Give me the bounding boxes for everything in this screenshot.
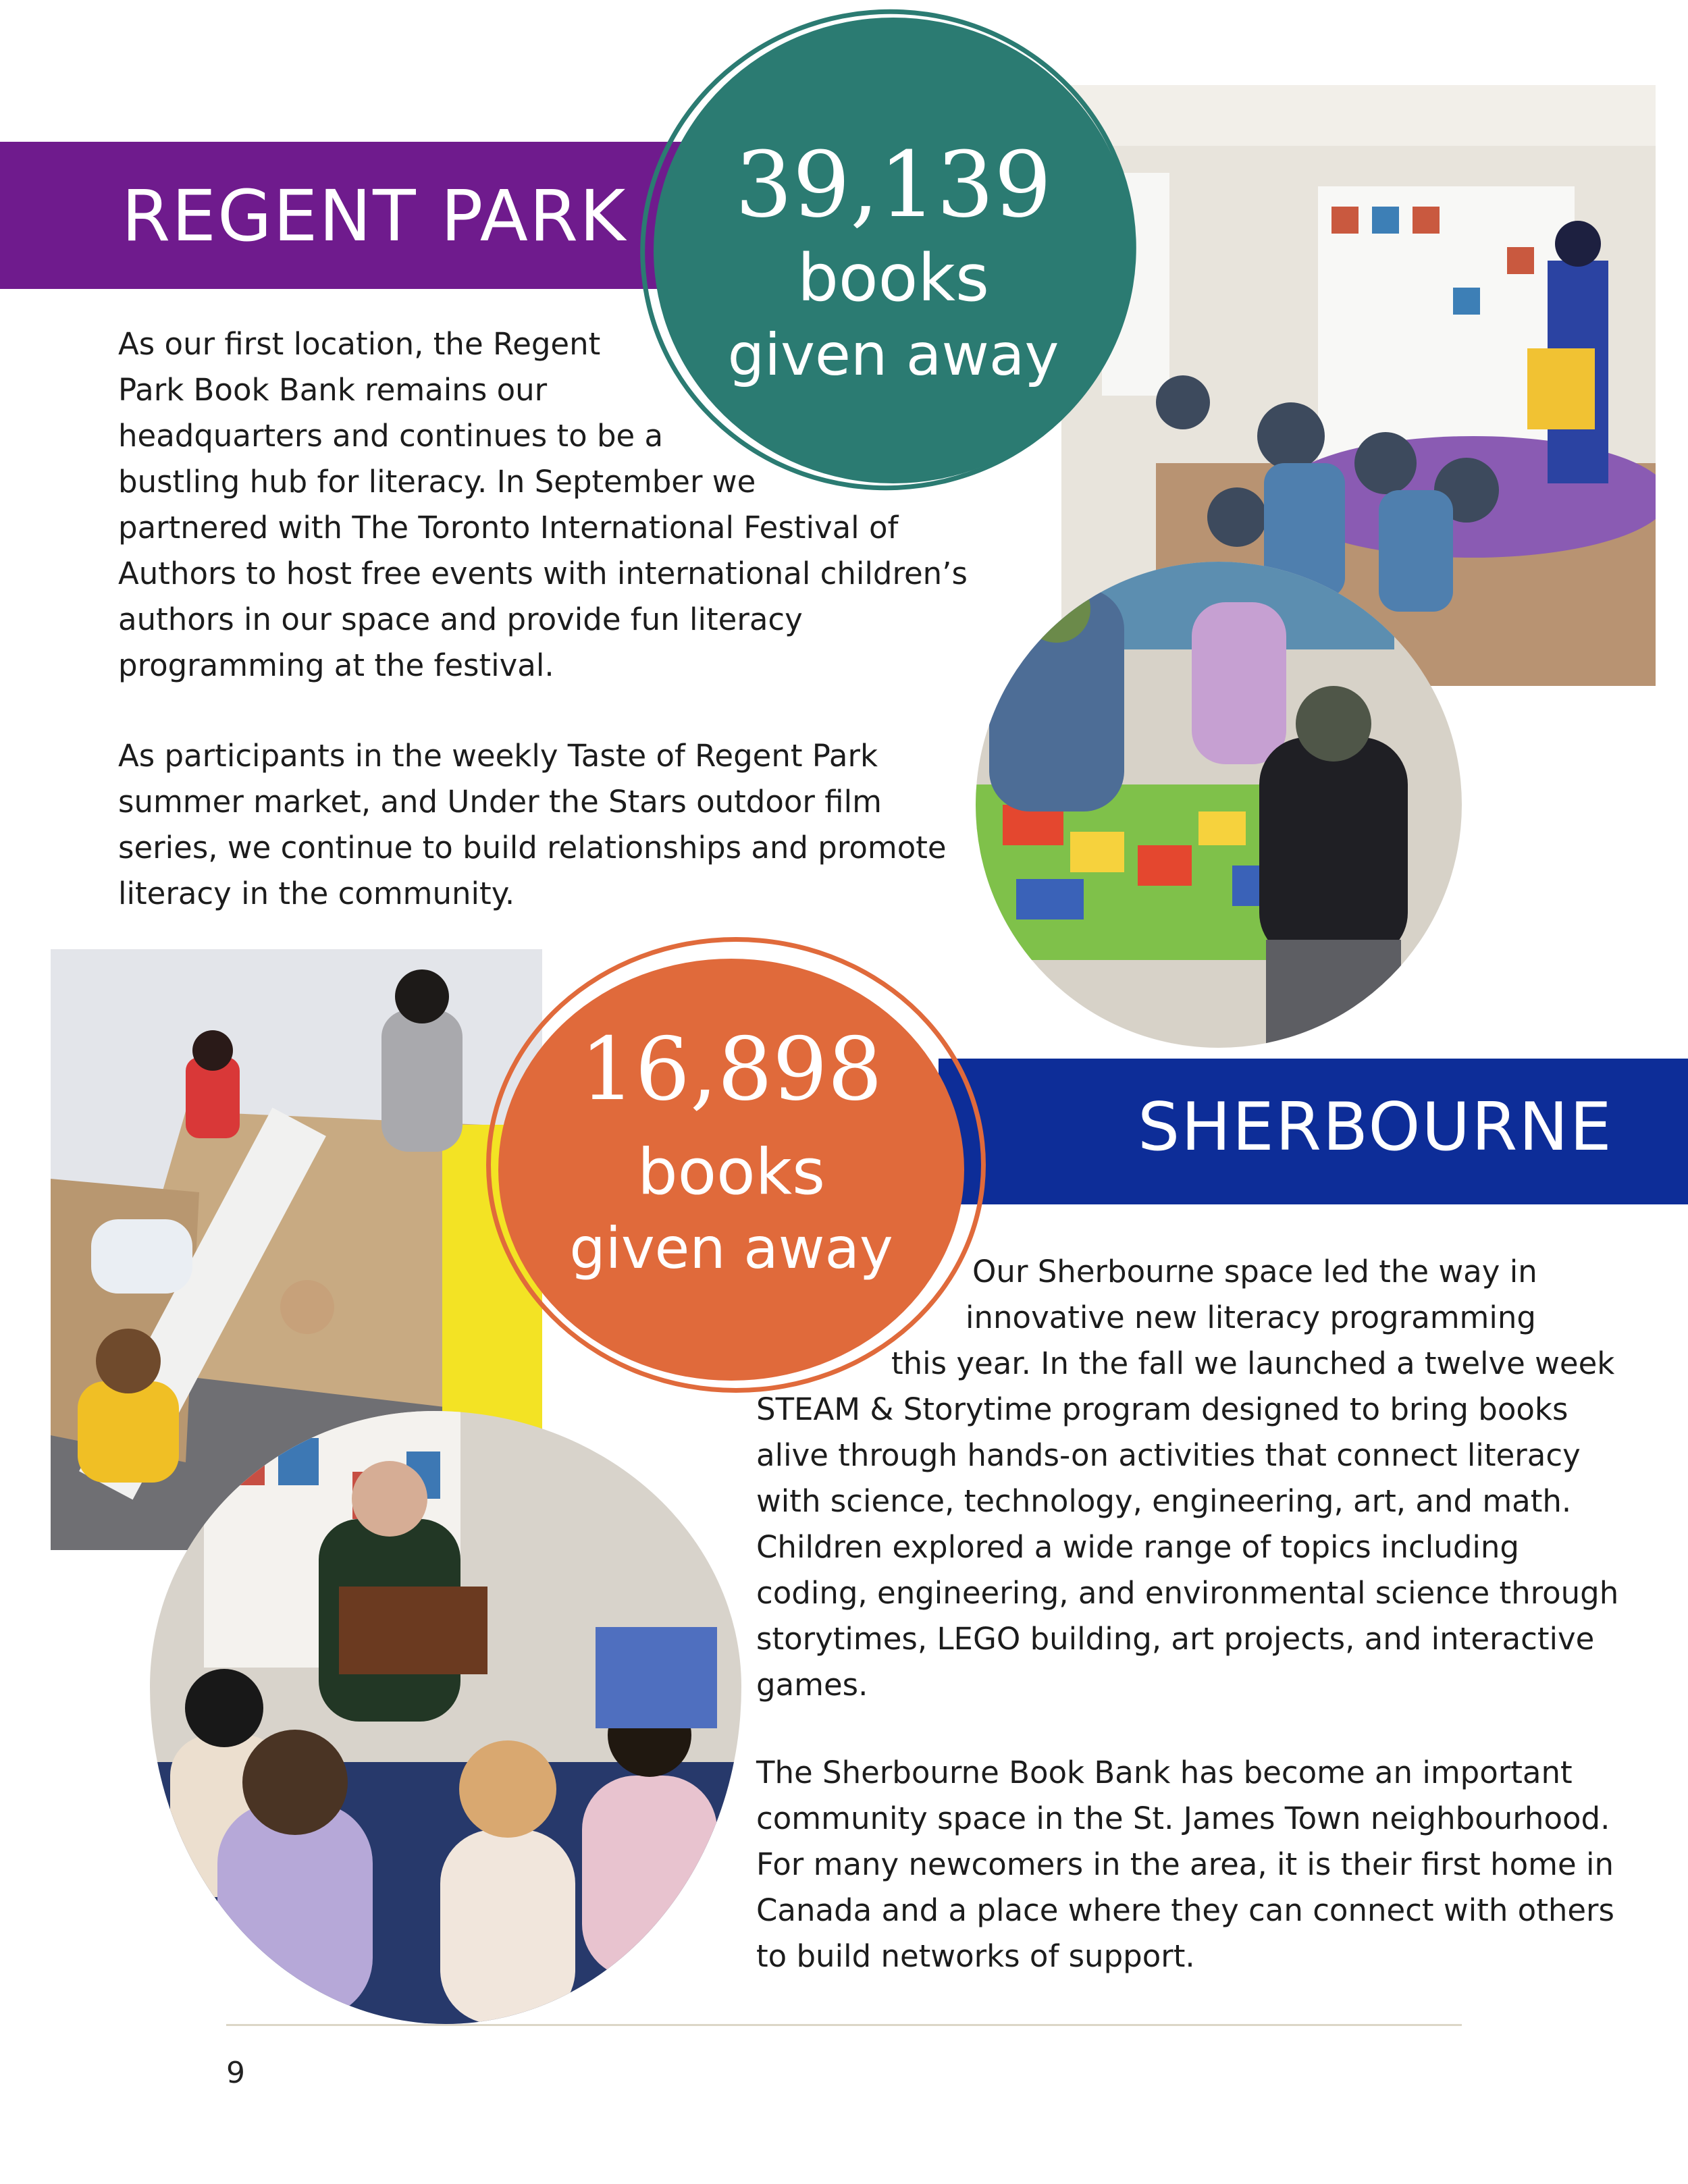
text-line: Canada and a place where they can connect with others (756, 1892, 1614, 1928)
sherbourne-title: SHERBOURNE (1138, 1089, 1613, 1166)
text-line: coding, engineering, and environmental science through (756, 1575, 1619, 1611)
text-line: partnered with The Toronto International Festival of (118, 510, 899, 545)
text-line: Park Book Bank remains our (118, 372, 548, 408)
regent-park-given-away-label: given away (727, 321, 1059, 389)
text-line: innovative new literacy programming (966, 1300, 1536, 1335)
sherbourne-paragraph-1 (756, 1249, 1618, 1708)
sherbourne-books-label: books (637, 1136, 826, 1209)
text-line: to build networks of support. (756, 1938, 1195, 1974)
text-line: programming at the festival. (118, 647, 554, 683)
text-line: series, we continue to build relationships and promote (118, 830, 947, 865)
sherbourne-storytime-photo (150, 1411, 741, 2024)
sherbourne-paragraph-2 (756, 1750, 1614, 1979)
text-line: this year. In the fall we launched a twelve week (891, 1346, 1615, 1381)
regent-park-paragraph-2 (118, 733, 947, 917)
text-line: As our first location, the Regent (118, 326, 601, 362)
sherbourne-books-count: 16,898 (580, 1019, 882, 1120)
regent-park-title: REGENT PARK (122, 175, 627, 257)
sherbourne-given-away-label: given away (569, 1215, 893, 1281)
text-line: As participants in the weekly Taste of Regent Park (118, 738, 878, 774)
text-line: authors in our space and provide fun literacy (118, 602, 803, 637)
footer-divider (226, 2024, 1462, 2026)
text-line: literacy in the community. (118, 876, 515, 911)
regent-park-paragraph-1 (118, 321, 968, 689)
text-line: The Sherbourne Book Bank has become an important (756, 1755, 1573, 1790)
text-line: headquarters and continues to be a (118, 418, 664, 454)
text-line: storytimes, LEGO building, art projects, and interactive (756, 1621, 1595, 1657)
regent-park-books-label: books (797, 240, 989, 316)
text-line: Children explored a wide range of topics including (756, 1529, 1519, 1565)
text-line: games. (756, 1667, 868, 1703)
regent-park-books-count: 39,139 (735, 132, 1052, 238)
text-line: summer market, and Under the Stars outdoor film (118, 784, 882, 820)
text-line: with science, technology, engineering, art, and math. (756, 1483, 1572, 1519)
text-line: Authors to host free events with international children’s (118, 556, 968, 591)
text-line: STEAM & Storytime program designed to bring books (756, 1391, 1568, 1427)
text-line: Our Sherbourne space led the way in (972, 1254, 1537, 1289)
regent-park-book-table-photo (976, 562, 1462, 1048)
text-line: bustling hub for literacy. In September we (118, 464, 756, 500)
text-line: For many newcomers in the area, it is their first home in (756, 1846, 1614, 1882)
text-line: community space in the St. James Town neighbourhood. (756, 1801, 1610, 1836)
text-line: alive through hands-on activities that connect literacy (756, 1437, 1581, 1473)
page-number: 9 (226, 2056, 245, 2090)
